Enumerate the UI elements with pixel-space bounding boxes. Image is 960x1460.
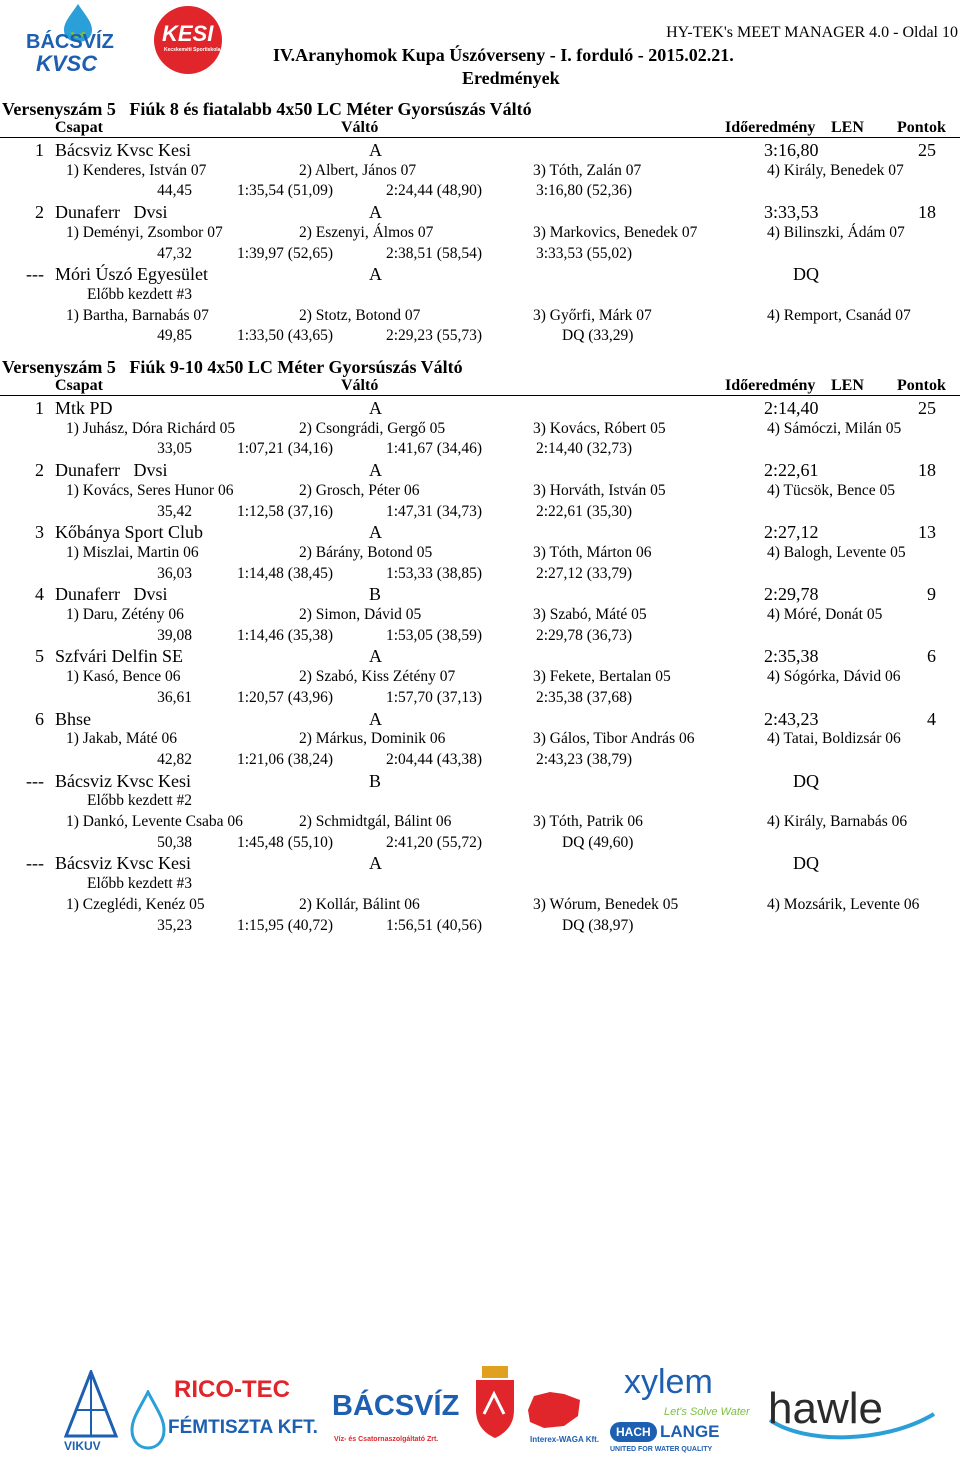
split-time: 36,03 bbox=[157, 564, 192, 582]
xylem-hach-logo bbox=[606, 1363, 756, 1454]
split-time: 47,32 bbox=[157, 244, 192, 262]
split-time: 1:56,51 (40,56) bbox=[386, 916, 483, 934]
split-time: 1:14,46 (35,38) bbox=[237, 626, 334, 644]
split-time: 36,61 bbox=[157, 688, 192, 706]
kesi-logo-subtext: Kecskeméti Sportiskola bbox=[164, 47, 221, 53]
result-time: 2:27,12 bbox=[764, 522, 819, 543]
ricotec-fumtiszta-logo bbox=[128, 1370, 324, 1454]
result-team: Dunaferr Dvsi bbox=[55, 460, 168, 481]
hach-logo-text: HACH bbox=[610, 1422, 657, 1442]
split-time: 1:12,58 (37,16) bbox=[237, 502, 334, 520]
result-time: DQ bbox=[793, 264, 819, 285]
column-header-relay: Váltó bbox=[341, 377, 379, 394]
result-time: 2:14,40 bbox=[764, 398, 819, 418]
result-relay: A bbox=[369, 398, 382, 418]
result-points: 4 bbox=[927, 708, 936, 729]
result-relay: B bbox=[369, 770, 382, 791]
result-team: Bácsviz Kvsc Kesi bbox=[55, 770, 191, 791]
relay-swimmer: 3) Fekete, Bertalan 05 bbox=[533, 668, 671, 686]
hawle-logo-text: hawle bbox=[768, 1384, 883, 1433]
result-points: 25 bbox=[918, 398, 936, 418]
split-time: 2:41,20 (55,72) bbox=[386, 833, 483, 851]
relay-swimmer: 4) Balogh, Levente 05 bbox=[767, 543, 906, 561]
relay-swimmer: 1) Juhász, Dóra Richárd 05 bbox=[66, 419, 236, 437]
fumtiszta-logo-text: FÉMTISZTA KFT. bbox=[168, 1417, 318, 1438]
kvsc-logo-text: KVSC bbox=[36, 51, 98, 76]
relay-swimmer: 4) Sámóczi, Milán 05 bbox=[767, 419, 902, 437]
xylem-logo-subtext: Let's Solve Water bbox=[664, 1406, 750, 1418]
relay-swimmer: 1) Jakab, Máté 06 bbox=[66, 730, 178, 748]
split-time: 1:47,31 (34,73) bbox=[386, 502, 483, 520]
relay-swimmer: 3) Tóth, Patrik 06 bbox=[533, 813, 643, 830]
crest-icon bbox=[472, 1364, 518, 1440]
hungary-map-icon bbox=[524, 1388, 584, 1432]
split-time: 44,45 bbox=[157, 182, 192, 200]
split-time: 1:35,54 (51,09) bbox=[237, 182, 334, 200]
result-team: Bhse bbox=[55, 708, 91, 729]
relay-swimmer: 4) Tatai, Boldizsár 06 bbox=[767, 730, 901, 748]
relay-swimmer: 2) Albert, János 07 bbox=[299, 161, 417, 179]
split-time: 2:29,23 (55,73) bbox=[386, 327, 483, 345]
relay-swimmer: 4) Remport, Csanád 07 bbox=[767, 306, 911, 324]
result-time: 2:22,61 bbox=[764, 460, 819, 481]
relay-swimmer: 2) Simon, Dávid 05 bbox=[299, 606, 422, 623]
relay-swimmer: 4) Sógórka, Dávid 06 bbox=[767, 668, 901, 686]
result-relay: A bbox=[369, 264, 382, 285]
split-time: DQ (33,29) bbox=[562, 327, 634, 345]
result-place: 5 bbox=[35, 646, 44, 667]
vikuv-logo-text: VIKUV bbox=[64, 1439, 101, 1453]
result-team: Móri Úszó Egyesület bbox=[55, 264, 208, 285]
relay-swimmer: 3) Gálos, Tibor András 06 bbox=[533, 730, 695, 748]
result-relay: B bbox=[369, 584, 382, 605]
interex-logo bbox=[524, 1388, 600, 1452]
result-points: 18 bbox=[918, 460, 936, 481]
split-time: 2:22,61 (35,30) bbox=[536, 502, 633, 520]
relay-swimmer: 4) Király, Barnabás 06 bbox=[767, 813, 908, 830]
result-time: DQ bbox=[793, 770, 819, 791]
event-title: Versenyszám 5 Fiúk 9-10 4x50 LC Méter Gyorsúszás Váltó bbox=[2, 357, 463, 377]
bacsviz-sponsor-logo bbox=[330, 1382, 470, 1452]
result-place: 2 bbox=[35, 460, 44, 481]
relay-swimmer: 3) Markovics, Benedek 07 bbox=[533, 223, 698, 241]
relay-swimmer: 1) Daru, Zétény 06 bbox=[66, 606, 184, 623]
split-time: 1:15,95 (40,72) bbox=[237, 916, 334, 934]
split-time: 1:14,48 (38,45) bbox=[237, 564, 334, 582]
result-relay: A bbox=[369, 522, 382, 543]
result-points: 13 bbox=[918, 522, 936, 543]
bacsviz-kvsc-logo bbox=[26, 2, 130, 78]
split-time: 1:45,48 (55,10) bbox=[237, 833, 334, 851]
split-time: 1:07,21 (34,16) bbox=[237, 440, 334, 458]
column-header-team: Csapat bbox=[55, 119, 104, 136]
result-time: 2:29,78 bbox=[764, 584, 819, 605]
kesi-logo-text: KESI bbox=[162, 21, 214, 46]
relay-swimmer: 4) Bilinszki, Ádám 07 bbox=[767, 223, 905, 241]
split-time: 35,23 bbox=[157, 916, 192, 934]
interex-logo-text: Interex-WAGA Kft. bbox=[530, 1435, 600, 1444]
column-header-time: Időeredmény bbox=[725, 377, 816, 394]
result-relay: A bbox=[369, 708, 382, 729]
bacsviz-logo-text: BÁCSVÍZ bbox=[26, 31, 114, 53]
xylem-logo-text: xylem bbox=[624, 1363, 713, 1401]
drop-outline-icon bbox=[128, 1390, 168, 1450]
split-time: 1:57,70 (37,13) bbox=[386, 688, 483, 706]
split-time: 2:38,51 (58,54) bbox=[386, 244, 483, 262]
split-time: 2:27,12 (33,79) bbox=[536, 564, 633, 582]
relay-swimmer: 2) Stotz, Botond 07 bbox=[299, 306, 421, 324]
result-relay: A bbox=[369, 853, 382, 874]
result-time: 3:33,53 bbox=[764, 202, 819, 223]
split-time: DQ (49,60) bbox=[562, 833, 634, 851]
relay-swimmer: 3) Tóth, Márton 06 bbox=[533, 543, 652, 561]
kesi-logo bbox=[152, 4, 224, 76]
split-time: 3:16,80 (52,36) bbox=[536, 182, 633, 200]
result-place: 3 bbox=[35, 522, 44, 543]
meet-title: IV.Aranyhomok Kupa Úszóverseny - I. forduló - 2015.02.21. bbox=[273, 45, 734, 65]
bacsviz-sponsor-text: BÁCSVÍZ bbox=[332, 1390, 460, 1422]
result-relay: A bbox=[369, 140, 382, 160]
result-relay: A bbox=[369, 646, 382, 667]
split-time: 1:53,05 (38,59) bbox=[386, 626, 483, 644]
ricotec-logo-text: RICO-TEC bbox=[174, 1376, 290, 1403]
result-points: 25 bbox=[918, 140, 936, 160]
relay-swimmer: 3) Horváth, István 05 bbox=[533, 481, 666, 499]
split-time: 2:24,44 (48,90) bbox=[386, 182, 483, 200]
column-header-team: Csapat bbox=[55, 377, 104, 394]
result-relay: A bbox=[369, 202, 382, 223]
result-team: Dunaferr Dvsi bbox=[55, 584, 168, 605]
result-place: --- bbox=[26, 264, 44, 285]
result-team: Szfvári Delfin SE bbox=[55, 646, 183, 667]
result-time: DQ bbox=[793, 853, 819, 874]
relay-swimmer: 3) Tóth, Zalán 07 bbox=[533, 161, 642, 179]
split-time: 1:39,97 (52,65) bbox=[237, 244, 334, 262]
sponsor-footer bbox=[0, 1362, 960, 1458]
column-header-len: LEN bbox=[831, 119, 864, 136]
relay-swimmer: 2) Grosch, Péter 06 bbox=[299, 481, 420, 499]
relay-swimmer: 1) Kasó, Bence 06 bbox=[66, 668, 181, 686]
relay-swimmer: 1) Bartha, Barnabás 07 bbox=[66, 306, 209, 324]
result-team: Bácsviz Kvsc Kesi bbox=[55, 140, 191, 160]
split-time: 42,82 bbox=[157, 750, 192, 768]
result-points: 6 bbox=[927, 646, 936, 667]
split-time: 1:21,06 (38,24) bbox=[237, 750, 334, 768]
split-time: 1:53,33 (38,85) bbox=[386, 564, 483, 582]
bacsviz-sponsor-subtext: Víz- és Csatornaszolgáltató Zrt. bbox=[334, 1436, 439, 1443]
result-points: 18 bbox=[918, 202, 936, 223]
result-time: 2:35,38 bbox=[764, 646, 819, 667]
relay-swimmer: 4) Móré, Donát 05 bbox=[767, 606, 883, 623]
result-team: Kőbánya Sport Club bbox=[55, 522, 203, 543]
meet-manager-label: HY-TEK's MEET MANAGER 4.0 - Oldal 10 bbox=[666, 24, 958, 41]
column-header-len: LEN bbox=[831, 377, 864, 394]
relay-swimmer: 1) Kenderes, István 07 bbox=[66, 161, 207, 179]
result-place: 6 bbox=[35, 708, 44, 729]
relay-swimmer: 2) Bárány, Botond 05 bbox=[299, 543, 433, 561]
relay-swimmer: 2) Csongrádi, Gergő 05 bbox=[299, 419, 446, 437]
split-time: 33,05 bbox=[157, 440, 192, 458]
result-relay: A bbox=[369, 460, 382, 481]
result-time: 2:43,23 bbox=[764, 708, 819, 729]
header-rule bbox=[0, 137, 960, 138]
relay-swimmer: 2) Kollár, Bálint 06 bbox=[299, 895, 420, 913]
result-note: Előbb kezdett #2 bbox=[87, 792, 193, 810]
split-time: 2:04,44 (43,38) bbox=[386, 750, 483, 768]
split-time: 50,38 bbox=[157, 833, 192, 851]
relay-swimmer: 1) Czeglédi, Kenéz 05 bbox=[66, 895, 205, 913]
split-time: 39,08 bbox=[157, 626, 192, 644]
vikuv-logo bbox=[56, 1370, 126, 1454]
result-team: Bácsviz Kvsc Kesi bbox=[55, 853, 191, 874]
relay-swimmer: 4) Király, Benedek 07 bbox=[767, 161, 904, 179]
column-header-points: Pontok bbox=[897, 119, 946, 136]
result-place: 1 bbox=[35, 398, 44, 418]
results-heading: Eredmények bbox=[462, 68, 560, 88]
result-place: 2 bbox=[35, 202, 44, 223]
column-header-points: Pontok bbox=[897, 377, 946, 394]
split-time: 2:29,78 (36,73) bbox=[536, 626, 633, 644]
split-time: 1:41,67 (34,46) bbox=[386, 440, 483, 458]
column-header-relay: Váltó bbox=[341, 119, 379, 136]
relay-swimmer: 3) Szabó, Máté 05 bbox=[533, 606, 647, 623]
tower-icon bbox=[56, 1370, 126, 1440]
relay-swimmer: 2) Szabó, Kiss Zétény 07 bbox=[299, 668, 456, 686]
split-time: DQ (38,97) bbox=[562, 916, 634, 934]
relay-swimmer: 3) Kovács, Róbert 05 bbox=[533, 419, 666, 437]
coat-of-arms-logo bbox=[472, 1364, 518, 1440]
relay-swimmer: 4) Mozsárik, Levente 06 bbox=[767, 895, 920, 913]
split-time: 3:33,53 (55,02) bbox=[536, 244, 633, 262]
column-header-time: Időeredmény bbox=[725, 119, 816, 136]
relay-swimmer: 4) Tücsök, Bence 05 bbox=[767, 481, 895, 499]
hawle-logo bbox=[764, 1380, 940, 1444]
split-time: 2:14,40 (32,73) bbox=[536, 440, 633, 458]
header-rule bbox=[0, 395, 960, 396]
split-time: 2:35,38 (37,68) bbox=[536, 688, 633, 706]
result-place: 1 bbox=[35, 140, 44, 160]
result-points: 9 bbox=[927, 584, 936, 605]
relay-swimmer: 2) Eszenyi, Álmos 07 bbox=[299, 223, 434, 241]
split-time: 49,85 bbox=[157, 327, 192, 345]
result-note: Előbb kezdett #3 bbox=[87, 285, 193, 303]
relay-swimmer: 1) Kovács, Seres Hunor 06 bbox=[66, 481, 234, 499]
relay-swimmer: 1) Dankó, Levente Csaba 06 bbox=[66, 813, 243, 830]
hach-logo-subtext: UNITED FOR WATER QUALITY bbox=[610, 1446, 713, 1453]
result-time: 3:16,80 bbox=[764, 140, 819, 160]
relay-swimmer: 1) Miszlai, Martin 06 bbox=[66, 543, 199, 561]
relay-swimmer: 2) Schmidtgál, Bálint 06 bbox=[299, 813, 452, 830]
lange-logo-text: LANGE bbox=[660, 1422, 720, 1441]
result-team: Mtk PD bbox=[55, 398, 113, 418]
split-time: 1:33,50 (43,65) bbox=[237, 327, 334, 345]
relay-swimmer: 3) Győrfi, Márk 07 bbox=[533, 306, 652, 324]
result-place: --- bbox=[26, 770, 44, 791]
relay-swimmer: 1) Deményi, Zsombor 07 bbox=[66, 223, 223, 241]
result-place: --- bbox=[26, 853, 44, 874]
relay-swimmer: 3) Wórum, Benedek 05 bbox=[533, 895, 679, 913]
split-time: 2:43,23 (38,79) bbox=[536, 750, 633, 768]
relay-swimmer: 2) Márkus, Dominik 06 bbox=[299, 730, 446, 748]
result-note: Előbb kezdett #3 bbox=[87, 875, 193, 893]
event-title: Versenyszám 5 Fiúk 8 és fiatalabb 4x50 LC Méter Gyorsúszás Váltó bbox=[2, 99, 532, 119]
split-time: 1:20,57 (43,96) bbox=[237, 688, 334, 706]
result-place: 4 bbox=[35, 584, 44, 605]
result-team: Dunaferr Dvsi bbox=[55, 202, 168, 223]
split-time: 35,42 bbox=[157, 502, 192, 520]
